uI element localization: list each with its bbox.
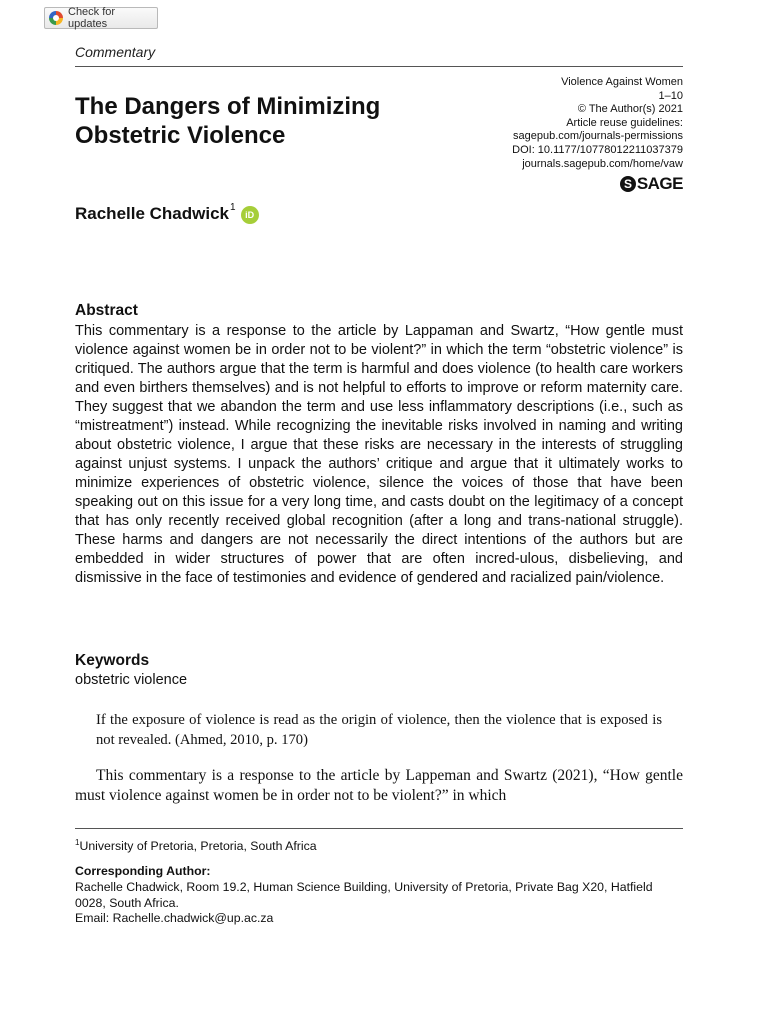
crossmark-icon [49,11,63,25]
journal-name: Violence Against Women [561,76,683,88]
reuse-guidelines: Article reuse guidelines: [566,116,683,129]
keywords-text: obstetric violence [75,672,188,688]
journal-homepage-link[interactable]: journals.sagepub.com/home/vaw [522,157,683,170]
corresponding-author-details [75,880,675,927]
journal-meta [512,76,683,171]
header-divider [75,66,683,67]
body-paragraph: This commentary is a response to the article by Lappeman and Swartz (2021), “How gentle must violence against women be in order not to be violent?” in which [75,767,683,804]
author-affiliation-mark: 1 [230,202,236,213]
footnote-mark: 1 [75,838,80,847]
article-title: The Dangers of Minimizing Obstetric Violence [75,93,381,149]
abstract-heading: Abstract [75,302,138,319]
article-type-label: Commentary [75,44,156,60]
corresponding-author-heading: Corresponding Author: [75,864,211,878]
keywords-heading: Keywords [75,652,150,669]
check-for-updates-button[interactable] [44,7,158,29]
sage-logo-mark: S [620,176,636,192]
author-line [75,204,259,224]
orcid-icon[interactable]: iD [241,206,259,224]
epigraph: If the exposure of violence is read as the origin of violence, then the violence that is exposed is not revealed. (Ahmed, 2010, p. 170) [96,712,662,748]
footnote-divider [75,828,683,829]
permissions-link[interactable]: sagepub.com/journals-permissions [513,130,683,143]
copyright: © The Author(s) 2021 [577,103,683,116]
check-for-updates-label: Check for updates [68,6,116,30]
corresponding-author-email[interactable]: Email: Rachelle.chadwick@up.ac.za [75,911,274,925]
sage-logo-text: SAGE [636,174,683,193]
sage-logo [620,174,683,194]
page-range: 1–10 [658,89,683,102]
corresponding-author-address: Rachelle Chadwick, Room 19.2, Human Science Building, University of Pretoria, Private Bag X20, Hatfield 0028, South Africa. [75,880,653,910]
abstract-text: This commentary is a response to the article by Lappaman and Swartz, “How gentle must violence against women be in order not to be violent?” in which the term “obstetric violence” is critiqued. The authors argue that the term is harmful and does violence (to health care workers and even birthers themselves) and is not helpful to efforts to improve or reform maternity care. They suggest that we abandon the term and use less inflammatory descriptions (i.e., such as “mistreatment”) instead. While recognizing the inevitable risks involved in naming and writing about obstetric violence, I argue that these risks are necessary in the interests of struggling against unjust systems. I unpack the authors’ critique and argue that it ultimately works to minimize experiences of obstetric violence, silence the voices of those that have been speaking out on this issue for a very long time, and casts doubt on the legitimacy of a concept that has only recently received global recognition (after a long and trans-national struggle). These harms and dangers are not necessarily the direct intentions of the authors but are embedded in wider structures of power that are often incred-ulous, disbelieving, and dismissive in the face of testimonies and evidence of gendered and racialized pain/violence. [75,323,683,586]
author-name: Rachelle Chadwick [75,204,230,223]
footnote-affiliation-text: University of Pretoria, Pretoria, South Africa [79,839,317,854]
footnote-affiliation [75,838,317,853]
doi[interactable]: DOI: 10.1177/10778012211037379 [512,143,683,156]
